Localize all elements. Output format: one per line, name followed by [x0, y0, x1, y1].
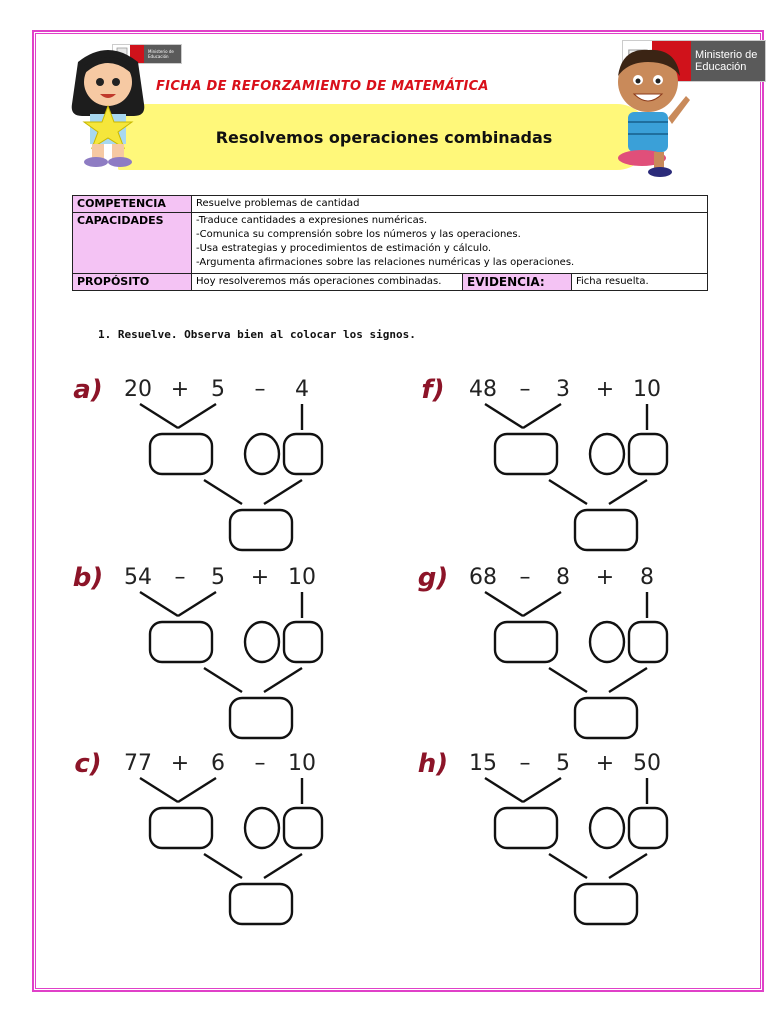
branch-line	[264, 854, 302, 878]
operand-3: 4	[295, 377, 309, 402]
answer-box	[150, 622, 212, 662]
evidencia-label: EVIDENCIA:	[463, 274, 572, 291]
branch-line	[204, 668, 242, 692]
answer-box	[284, 622, 322, 662]
branch-line	[204, 854, 242, 878]
branch-line	[485, 592, 523, 616]
operator-2: +	[595, 377, 615, 402]
branch-line	[140, 778, 178, 802]
answer-box	[150, 808, 212, 848]
branch-line	[140, 592, 178, 616]
capacidad-item: -Argumenta afirmaciones sobre las relaciones numéricas y las operaciones.	[196, 257, 575, 268]
operand-1: 20	[124, 377, 152, 402]
operator-circle	[590, 622, 624, 662]
operand-2: 5	[556, 751, 570, 776]
branch-line	[523, 778, 561, 802]
branch-line	[178, 592, 216, 616]
logo-right-label: Ministerio de Educación	[691, 41, 765, 81]
answer-box	[495, 622, 557, 662]
operand-2: 3	[556, 377, 570, 402]
exercise-letter: a)	[73, 375, 103, 405]
exercise-letter: b)	[72, 563, 104, 593]
operand-1: 77	[124, 751, 152, 776]
operator-1: –	[519, 751, 531, 776]
exercise-letter: f)	[421, 375, 445, 405]
branch-line	[204, 480, 242, 504]
capacidad-item: -Traduce cantidades a expresiones numéricas.	[196, 215, 428, 226]
operand-3: 10	[288, 565, 316, 590]
proposito-value: Hoy resolveremos más operaciones combinadas.	[192, 274, 463, 291]
branch-line	[264, 668, 302, 692]
branch-line	[140, 404, 178, 428]
operator-circle	[245, 434, 279, 474]
operator-circle	[245, 808, 279, 848]
branch-line	[178, 404, 216, 428]
operand-3: 50	[633, 751, 661, 776]
operator-1: +	[170, 377, 190, 402]
operator-2: +	[250, 565, 270, 590]
competencia-value: Resuelve problemas de cantidad	[192, 196, 708, 213]
final-answer-box	[230, 698, 292, 738]
answer-box	[629, 808, 667, 848]
answer-box	[495, 434, 557, 474]
branch-line	[549, 854, 587, 878]
instruction-text: 1. Resuelve. Observa bien al colocar los signos.	[98, 328, 416, 341]
lesson-title: Resolvemos operaciones combinadas	[215, 128, 553, 147]
operand-1: 48	[469, 377, 497, 402]
operand-1: 54	[124, 565, 152, 590]
operator-1: –	[174, 565, 186, 590]
operand-2: 6	[211, 751, 225, 776]
operand-2: 5	[211, 565, 225, 590]
logo-left-label: Ministerio de Educación	[144, 45, 181, 63]
operand-2: 8	[556, 565, 570, 590]
answer-box	[495, 808, 557, 848]
operator-circle	[590, 434, 624, 474]
branch-line	[549, 480, 587, 504]
operator-1: –	[519, 377, 531, 402]
final-answer-box	[230, 884, 292, 924]
final-answer-box	[575, 510, 637, 550]
operand-1: 68	[469, 565, 497, 590]
exercise-letter: g)	[417, 563, 449, 593]
final-answer-box	[575, 698, 637, 738]
capacidades-label: CAPACIDADES	[73, 213, 192, 274]
operator-circle	[245, 622, 279, 662]
branch-line	[523, 592, 561, 616]
capacidad-item: -Usa estrategias y procedimientos de estimación y cálculo.	[196, 243, 492, 254]
operator-2: +	[595, 565, 615, 590]
operator-circle	[590, 808, 624, 848]
branch-line	[178, 778, 216, 802]
branch-line	[523, 404, 561, 428]
operator-2: –	[254, 751, 266, 776]
operand-2: 5	[211, 377, 225, 402]
operand-3: 10	[633, 377, 661, 402]
exercise-letter: h)	[417, 749, 449, 779]
branch-line	[264, 480, 302, 504]
worksheet-title: FICHA DE REFORZAMIENTO DE MATEMÁTICA	[156, 79, 489, 94]
operator-2: +	[595, 751, 615, 776]
capacidad-item: -Comunica su comprensión sobre los números y las operaciones.	[196, 229, 521, 240]
operator-1: –	[519, 565, 531, 590]
answer-box	[629, 622, 667, 662]
branch-line	[485, 404, 523, 428]
exercise-letter: c)	[74, 749, 102, 779]
answer-box	[284, 808, 322, 848]
operand-1: 15	[469, 751, 497, 776]
operand-3: 10	[288, 751, 316, 776]
branch-line	[609, 668, 647, 692]
competencia-label: COMPETENCIA	[73, 196, 192, 213]
answer-box	[284, 434, 322, 474]
branch-line	[609, 480, 647, 504]
final-answer-box	[230, 510, 292, 550]
operator-1: +	[170, 751, 190, 776]
answer-box	[629, 434, 667, 474]
branch-line	[485, 778, 523, 802]
proposito-label: PROPÓSITO	[73, 274, 192, 291]
operator-2: –	[254, 377, 266, 402]
final-answer-box	[575, 884, 637, 924]
branch-line	[549, 668, 587, 692]
operand-3: 8	[640, 565, 654, 590]
evidencia-value: Ficha resuelta.	[572, 274, 708, 291]
branch-line	[609, 854, 647, 878]
answer-box	[150, 434, 212, 474]
